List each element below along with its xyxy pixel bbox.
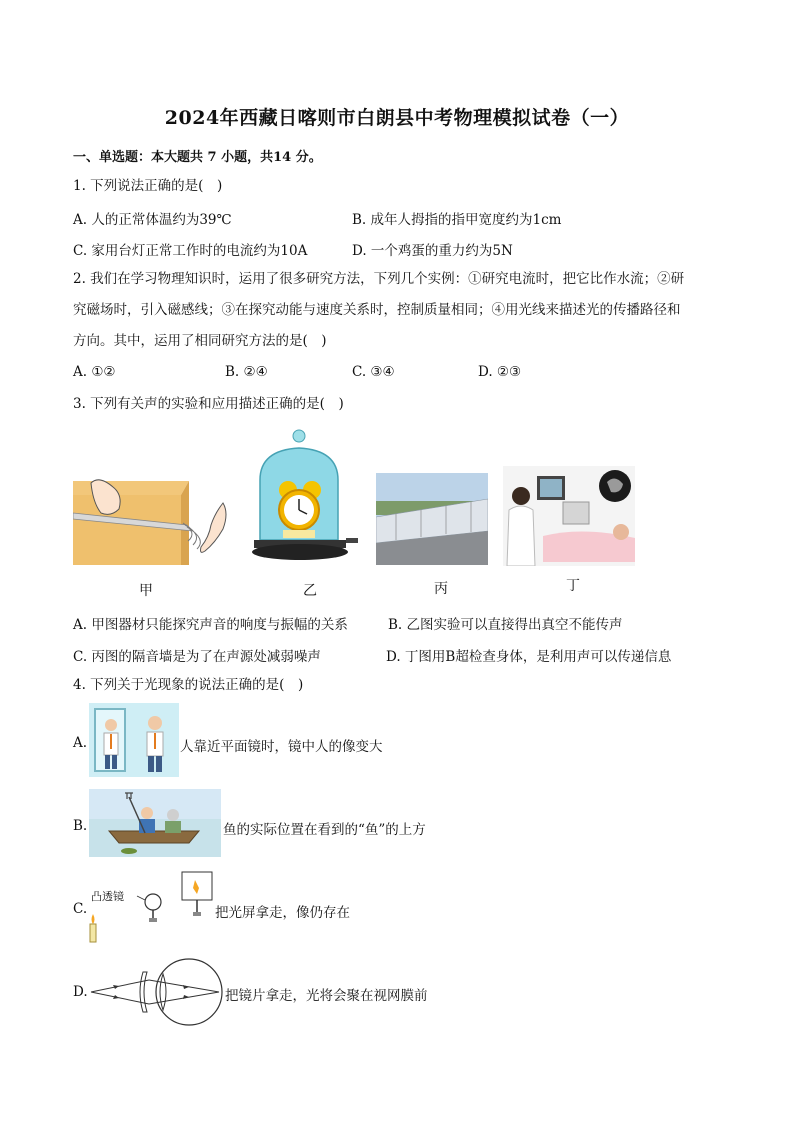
q4-option-b-label: B. [73, 818, 88, 834]
q1-option-c: C. 家用台灯正常工作时的电流约为10A [73, 243, 308, 259]
q2-option-b: B. ②④ [225, 364, 268, 380]
figure-ding-ultrasound [503, 466, 635, 566]
figure-eye-lens-diagram [89, 958, 223, 1028]
q4-option-b-text: 鱼的实际位置在看到的“鱼”的上方 [223, 822, 426, 838]
question-4-stem: 4. 下列关于光现象的说法正确的是( ) [73, 677, 304, 693]
q1-option-d: D. 一个鸡蛋的重力约为5N [352, 243, 513, 259]
question-2-line-1: 2. 我们在学习物理知识时，运用了很多研究方法，下列几个实例：①研究电流时，把它比作水流；②研 [73, 271, 685, 287]
q2-option-c: C. ③④ [352, 364, 395, 380]
figure-label-jia: 甲 [139, 583, 153, 599]
figure-convex-lens-setup [83, 870, 215, 946]
page-title: 2024年西藏日喀则市白朗县中考物理模拟试卷（一） [164, 107, 630, 129]
q4-option-c-label: C. [73, 901, 88, 917]
question-3-stem: 3. 下列有关声的实验和应用描述正确的是( ) [73, 396, 344, 412]
q4-option-d-label: D. [73, 984, 88, 1000]
figure-yi-bell-jar [250, 428, 362, 566]
question-1-stem: 1. 下列说法正确的是( ) [73, 178, 223, 194]
q4-option-a-text: 人靠近平面镜时，镜中人的像变大 [180, 739, 383, 755]
figure-label-bing: 丙 [434, 581, 448, 597]
q3-option-a: A. 甲图器材只能探究声音的响度与振幅的关系 [73, 617, 348, 633]
question-2-line-2: 究磁场时，引入磁感线；③在探究动能与速度关系时，控制质量相同；④用光线来描述光的传播路径和 [73, 302, 681, 318]
q3-option-b: B. 乙图实验可以直接得出真空不能传声 [388, 617, 623, 633]
q4-option-d-text: 把镜片拿走，光将会聚在视网膜前 [225, 988, 428, 1004]
q2-option-a: A. ①② [73, 364, 116, 380]
figure-label-yi: 乙 [303, 583, 317, 599]
q3-option-c: C. 丙图的隔音墙是为了在声源处减弱噪声 [73, 649, 321, 665]
convex-lens-label: 凸透镜 [91, 890, 124, 903]
q1-option-b: B. 成年人拇指的指甲宽度约为1cm [352, 212, 562, 228]
section-heading: 一、单选题：本大题共 7 小题，共14 分。 [73, 150, 322, 165]
figure-bing-sound-barrier [376, 473, 488, 565]
q2-option-d: D. ②③ [478, 364, 522, 380]
q1-option-a: A. 人的正常体温约为39℃ [73, 212, 232, 228]
figure-plane-mirror [89, 703, 179, 777]
figure-label-ding: 丁 [566, 578, 580, 594]
question-2-line-3: 方向。其中，运用了相同研究方法的是( ) [73, 333, 327, 349]
q3-option-d: D. 丁图用B超检查身体，是利用声可以传递信息 [386, 649, 672, 665]
q4-option-a-label: A. [73, 735, 88, 751]
q4-option-c-text: 把光屏拿走，像仍存在 [215, 905, 350, 921]
figure-jia-ruler [73, 473, 239, 568]
figure-fishing-boat [89, 789, 221, 857]
